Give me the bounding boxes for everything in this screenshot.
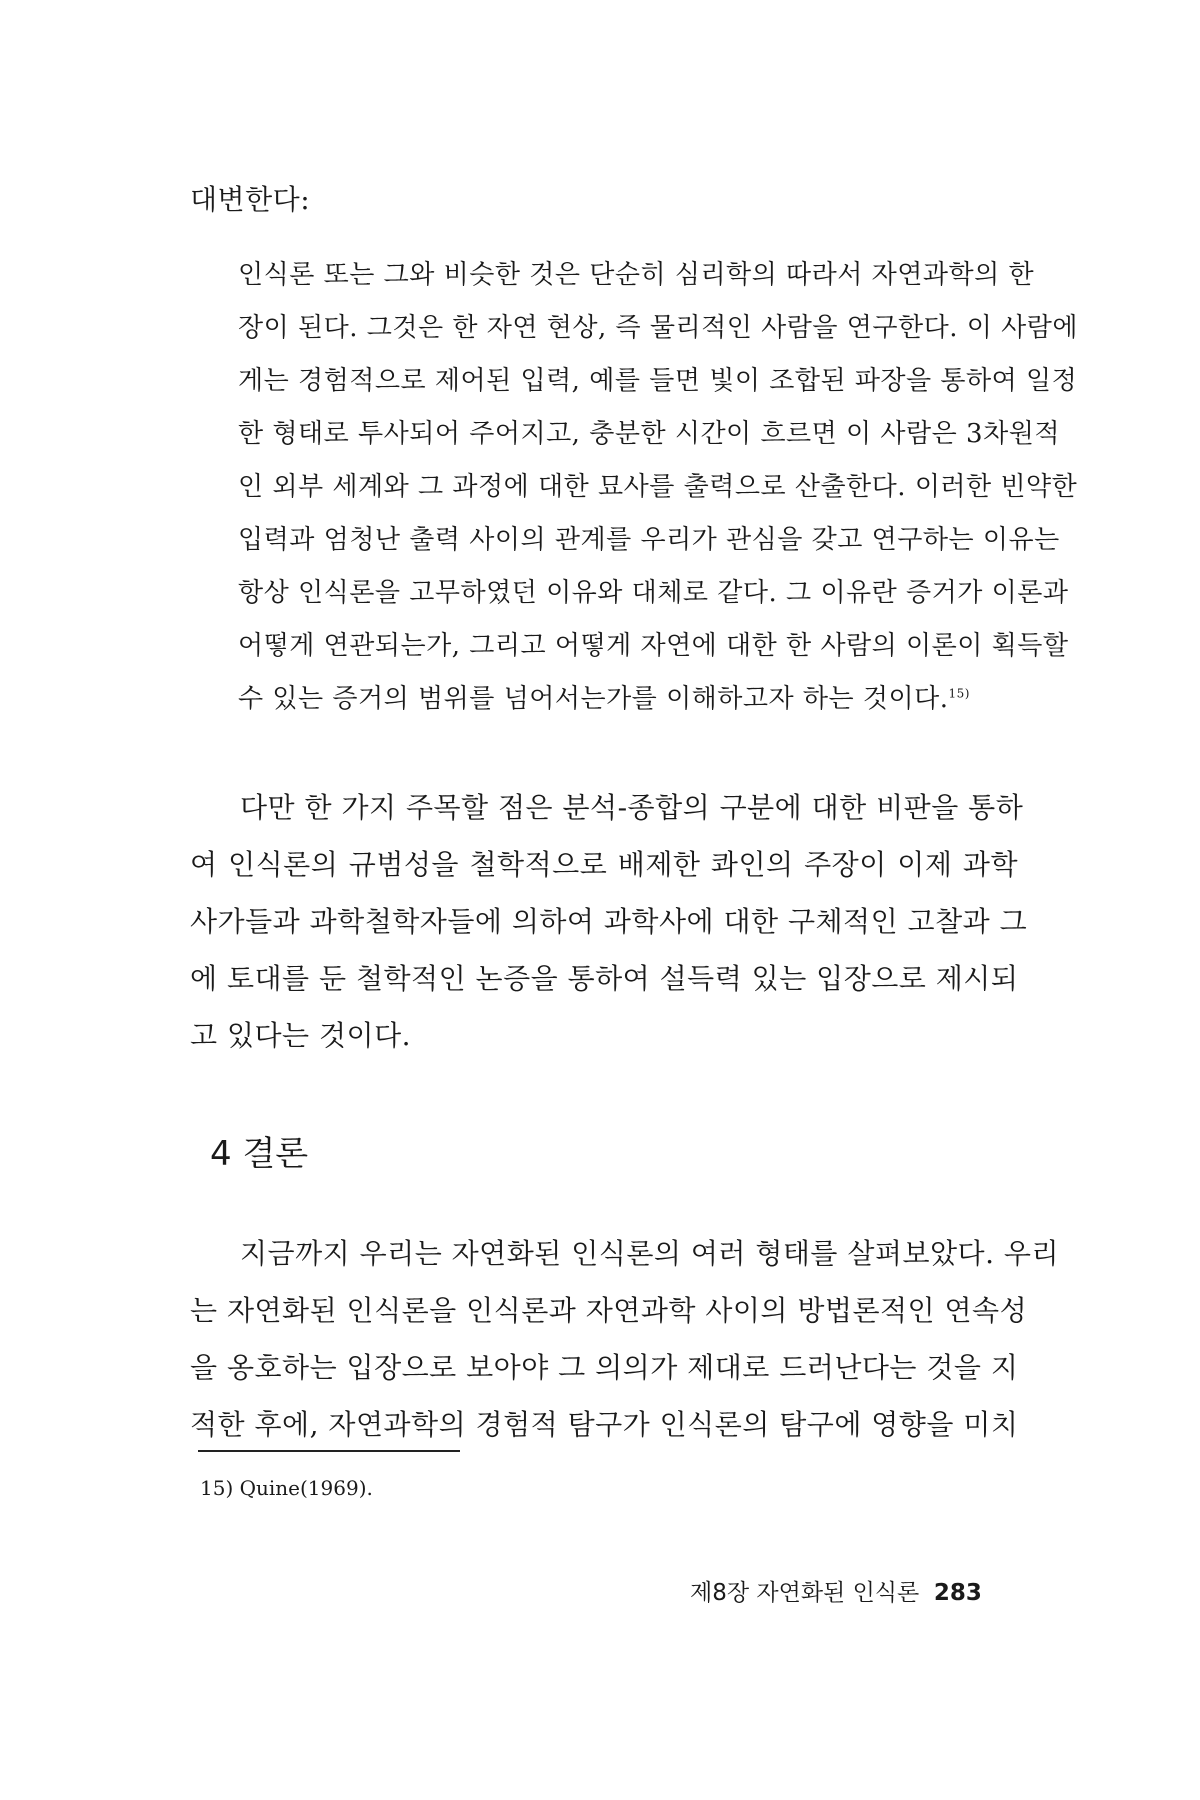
footnote: 15) Quine(1969).: [200, 1476, 373, 1500]
section-heading: 4 결론: [210, 1134, 309, 1174]
paragraph-line: 에 토대를 둔 철학적인 논증을 통하여 설득력 있는 입장으로 제시되: [190, 962, 1019, 995]
chapter-title: 제8장 자연화된 인식론: [690, 1580, 920, 1606]
quote-line: 한 형태로 투사되어 주어지고, 충분한 시간이 흐르면 이 사람은 3차원적: [238, 419, 1060, 449]
quote-line: 인 외부 세계와 그 과정에 대한 묘사를 출력으로 산출한다. 이러한 빈약한: [238, 472, 1078, 502]
paragraph-line: 지금까지 우리는 자연화된 인식론의 여러 형태를 살펴보았다. 우리: [240, 1237, 1060, 1270]
quote-line-last: [238, 678, 1018, 715]
footnote-divider: [198, 1450, 460, 1452]
running-footer: [690, 1574, 982, 1607]
paragraph-line: 사가들과 과학철학자들에 의하여 과학사에 대한 구체적인 고찰과 그: [190, 905, 1028, 938]
quote-line: 어떻게 연관되는가, 그리고 어떻게 자연에 대한 한 사람의 이론이 획득할: [238, 631, 1069, 661]
page-number: 283: [933, 1580, 982, 1606]
intro-text: 대변한다:: [190, 183, 311, 216]
quote-line: 인식론 또는 그와 비슷한 것은 단순히 심리학의 따라서 자연과학의 한: [238, 260, 1035, 290]
paragraph-line: 다만 한 가지 주목할 점은 분석-종합의 구분에 대한 비판을 통하: [240, 791, 1024, 824]
paragraph-line: 을 옹호하는 입장으로 보아야 그 의의가 제대로 드러난다는 것을 지: [190, 1351, 1019, 1384]
paragraph-line: 여 인식론의 규범성을 철학적으로 배제한 콰인의 주장이 이제 과학: [190, 848, 1018, 881]
quote-line: 게는 경험적으로 제어된 입력, 예를 들면 빛이 조합된 파장을 통하여 일정: [238, 366, 1078, 396]
paragraph-line: 는 자연화된 인식론을 인식론과 자연과학 사이의 방법론적인 연속성: [190, 1294, 1028, 1327]
quote-line: 항상 인식론을 고무하였던 이유와 대체로 같다. 그 이유란 증거가 이론과: [238, 578, 1069, 608]
footnote-reference: 15): [948, 686, 970, 701]
quote-text: 수 있는 증거의 범위를 넘어서는가를 이해하고자 하는 것이다.: [238, 684, 949, 714]
paragraph-line: 적한 후에, 자연과학의 경험적 탐구가 인식론의 탐구에 영향을 미치: [190, 1408, 1019, 1441]
paragraph-line: 고 있다는 것이다.: [190, 1019, 412, 1052]
quote-line: 장이 된다. 그것은 한 자연 현상, 즉 물리적인 사람을 연구한다. 이 사람에: [238, 313, 1078, 343]
quote-line: 입력과 엄청난 출력 사이의 관계를 우리가 관심을 갖고 연구하는 이유는: [238, 525, 1060, 555]
